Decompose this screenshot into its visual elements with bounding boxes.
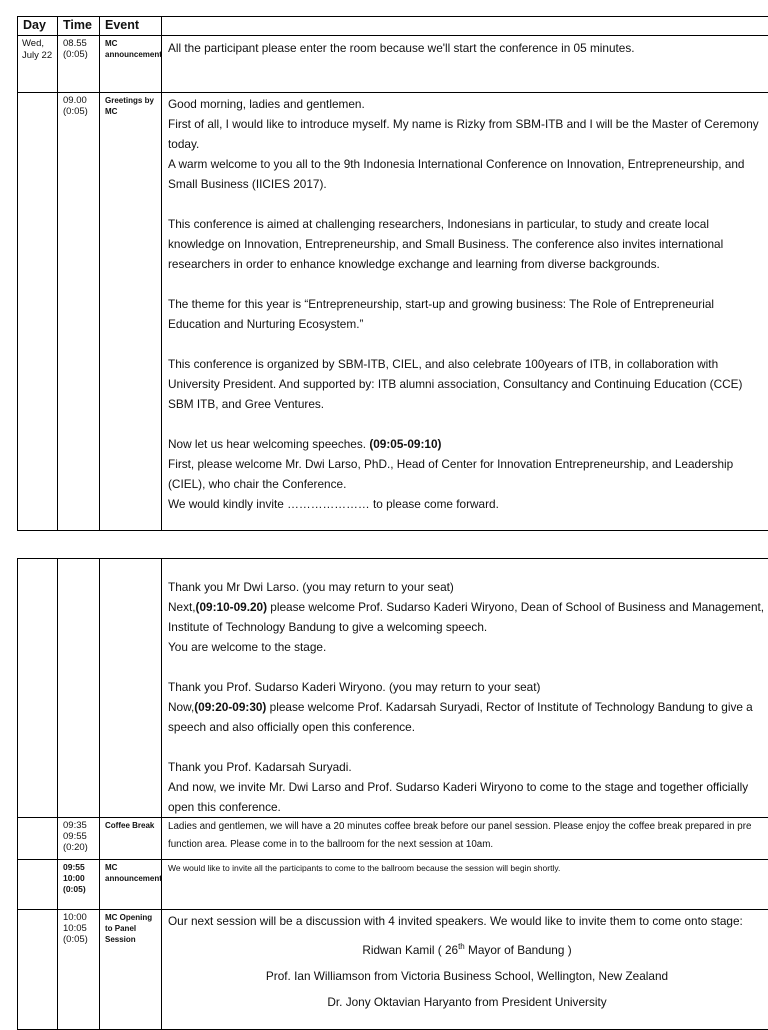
announcement-text: All the participant please enter the room because we'll start the conference in 05 minutes.: [168, 38, 766, 58]
header-event: Event: [100, 17, 162, 36]
speaker-1-name: Ridwan Kamil ( 26: [362, 943, 458, 957]
table-row: [18, 910, 768, 1030]
coffee-break-text: Ladies and gentlemen, we will have a 20 minutes coffee break before our panel session. Please enjoy the coffee break prepared in pre function area. Please come in to the ballroom for the next session at 10am.: [168, 818, 766, 854]
welcome-line: A warm welcome to you all to the 9th Indonesia International Conference on Innovation, Entrepreneurship, and Small Business (IICIES 2017).: [168, 154, 766, 194]
event-cell: Greetings by MC: [100, 93, 162, 531]
event-cell: MC Opening to Panel Session: [100, 910, 162, 1030]
speaker-1-sup: th: [458, 942, 465, 951]
greeting-line: Good morning, ladies and gentlemen.: [168, 94, 766, 114]
event-cell: MC announcement: [100, 860, 162, 910]
speaker-3: Dr. Jony Oktavian Haryanto from President University: [168, 992, 766, 1012]
description-cell: [162, 910, 768, 1030]
next-text: please welcome Prof. Sudarso Kaderi Wiryono, Dean of School of Business and Management, Institute of Technology Bandung to give a welcoming speech.: [168, 600, 764, 634]
now-time: (09:20-09:30): [194, 700, 266, 714]
next-line: [168, 597, 766, 637]
day-cell: [18, 910, 58, 1030]
time-cell: 09:35 09:55 (0:20): [58, 818, 100, 860]
day-cell: [18, 93, 58, 531]
header-blank: [162, 17, 768, 36]
speaker-1-role: Mayor of Bandung ): [465, 943, 572, 957]
header-time: Time: [58, 17, 100, 36]
speeches-time: (09:05-09:10): [369, 437, 441, 451]
thank-kadarsah-line: Thank you Prof. Kadarsah Suryadi.: [168, 757, 766, 777]
thank-larso-line: Thank you Mr Dwi Larso. (you may return to your seat): [168, 577, 766, 597]
time-cell: 09:55 10:00 (0:05): [58, 860, 100, 910]
now-prefix: Now,: [168, 700, 194, 714]
header-day: Day: [18, 17, 58, 36]
description-cell: [162, 818, 768, 860]
day-cell: [18, 860, 58, 910]
speaker-2: Prof. Ian Williamson from Victoria Business School, Wellington, New Zealand: [168, 966, 766, 986]
schedule-table-top: [17, 16, 768, 531]
table-row: [18, 818, 768, 860]
time-cell: 08.55 (0:05): [58, 36, 100, 93]
thank-sudarso-line: Thank you Prof. Sudarso Kaderi Wiryono. (you may return to your seat): [168, 677, 766, 697]
table-row: [18, 36, 768, 93]
description-cell: [162, 860, 768, 910]
invite-line: We would kindly invite ………………… to please come forward.: [168, 494, 766, 514]
event-cell: MC announcement: [100, 36, 162, 93]
time-cell: [58, 559, 100, 818]
next-prefix: Next,: [168, 600, 196, 614]
theme-paragraph: The theme for this year is “Entrepreneurship, start-up and growing business: The Role of Entrepreneurial Education and Nurturing Ecosystem.”: [168, 294, 766, 334]
next-time: (09:10-09.20): [196, 600, 267, 614]
welcome-ciel-line: First, please welcome Mr. Dwi Larso, PhD., Head of Center for Innovation Entrepreneurship, and Leadership (CIEL), who chair the Conference.: [168, 454, 766, 494]
description-cell: [162, 559, 768, 818]
speaker-1: [168, 937, 766, 960]
now-text: please welcome Prof. Kadarsah Suryadi, Rector of Institute of Technology Bandung to give a speech and also officially open this conference.: [168, 700, 753, 734]
speeches-line: [168, 434, 766, 454]
description-cell: [162, 36, 768, 93]
table-row: [18, 860, 768, 910]
event-cell: Coffee Break: [100, 818, 162, 860]
organizer-paragraph: This conference is organized by SBM-ITB, CIEL, and also celebrate 100years of ITB, in collaboration with University President. And supported by: ITB alumni association, Consultancy and Continuing Education (CCE) SBM ITB, and Gree Ventures.: [168, 354, 766, 414]
table-row: [18, 93, 768, 531]
day-cell: Wed, July 22: [18, 36, 58, 93]
speeches-prefix: Now let us hear welcoming speeches.: [168, 437, 369, 451]
time-cell: 10:00 10:05 (0:05): [58, 910, 100, 1030]
invite-open-line: And now, we invite Mr. Dwi Larso and Prof. Sudarso Kaderi Wiryono to come to the stage and together officially open this conference.: [168, 777, 766, 817]
day-cell: [18, 818, 58, 860]
intro-line: First of all, I would like to introduce myself. My name is Rizky from SBM-ITB and I will be the Master of Ceremony today.: [168, 114, 766, 154]
header-row: [18, 17, 768, 36]
description-cell: [162, 93, 768, 531]
table-row: [18, 559, 768, 818]
day-cell: [18, 559, 58, 818]
panel-intro: Our next session will be a discussion with 4 invited speakers. We would like to invite them to come onto stage:: [168, 911, 766, 931]
now-line: [168, 697, 766, 737]
schedule-table-bottom: [17, 558, 768, 1030]
welcome-stage-line: You are welcome to the stage.: [168, 637, 766, 657]
aim-paragraph: This conference is aimed at challenging researchers, Indonesians in particular, to study and create local knowledge on Innovation, Entrepreneurship, and Small Business. The conference also invites international researchers in order to enhance knowledge exchange and learning from diverse backgrounds.: [168, 214, 766, 274]
ballroom-text: We would like to invite all the participants to come to the ballroom because the session will begin shortly.: [168, 861, 766, 875]
time-cell: 09.00 (0:05): [58, 93, 100, 531]
event-cell: [100, 559, 162, 818]
